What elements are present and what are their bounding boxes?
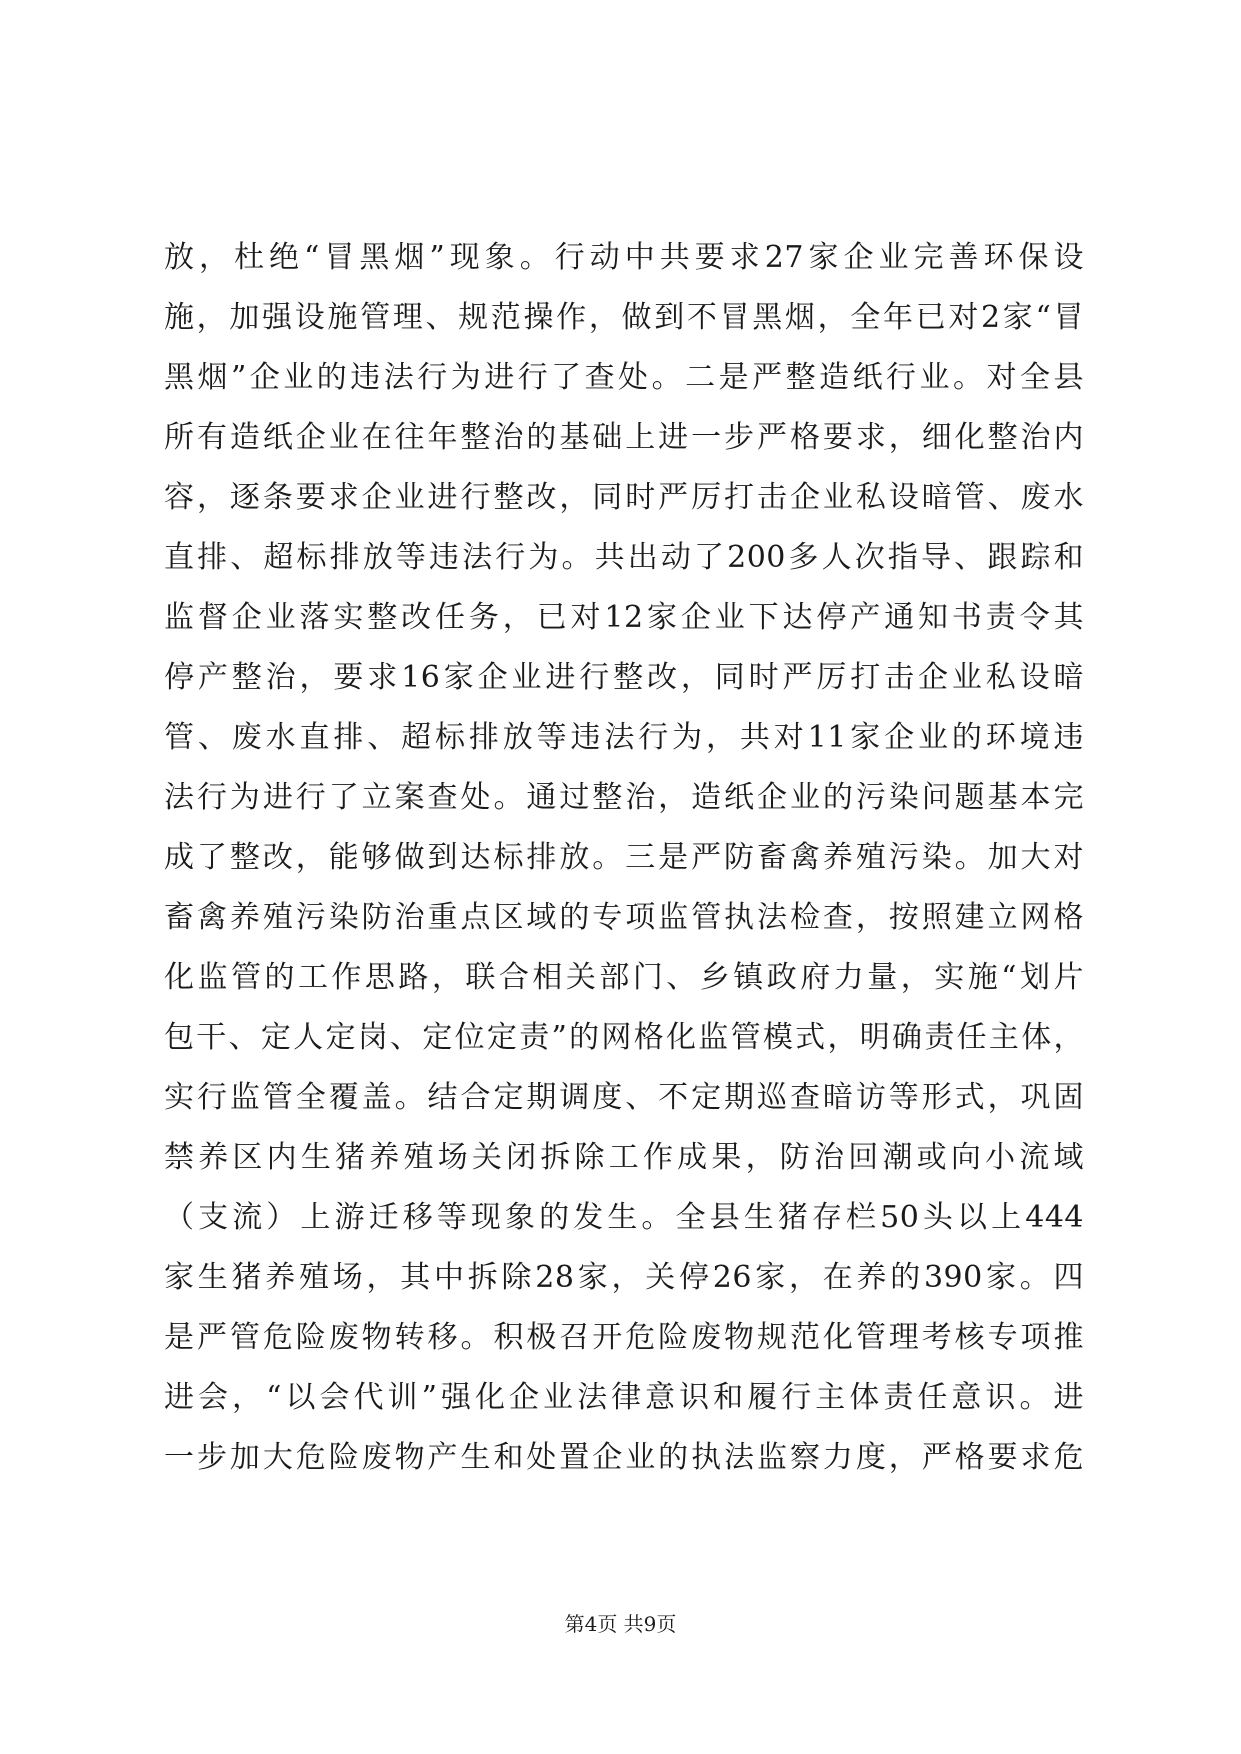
text-line: 直排、超标排放等违法行为。共出动了200多人次指导、跟踪和	[164, 540, 1084, 575]
text-line: 进会，“以会代训”强化企业法律意识和履行主体责任意识。进	[164, 1380, 1084, 1415]
text-line: 禁养区内生猪养殖场关闭拆除工作成果，防治回潮或向小流域	[164, 1140, 1084, 1175]
text-line: 家生猪养殖场，其中拆除28家，关停26家，在养的390家。四	[164, 1260, 1084, 1295]
text-line: 畜禽养殖污染防治重点区域的专项监管执法检查，按照建立网格	[164, 900, 1084, 935]
text-line: 包干、定人定岗、定位定责”的网格化监管模式，明确责任主体，	[164, 1020, 1084, 1055]
text-line: 监督企业落实整改任务，已对12家企业下达停产通知书责令其	[164, 600, 1084, 635]
text-line: 法行为进行了立案查处。通过整治，造纸企业的污染问题基本完	[164, 780, 1084, 815]
text-line: 容，逐条要求企业进行整改，同时严厉打击企业私设暗管、废水	[164, 480, 1084, 515]
text-line: 化监管的工作思路，联合相关部门、乡镇政府力量，实施“划片	[164, 960, 1084, 995]
text-line: 停产整治，要求16家企业进行整改，同时严厉打击企业私设暗	[164, 660, 1084, 695]
page-footer	[0, 1610, 1241, 1638]
text-line: 所有造纸企业在往年整治的基础上进一步严格要求，细化整治内	[164, 420, 1084, 455]
page-number-label: 第4页 共9页	[564, 1612, 677, 1636]
body-text	[164, 228, 1084, 1488]
text-line: 实行监管全覆盖。结合定期调度、不定期巡查暗访等形式，巩固	[164, 1080, 1084, 1115]
text-line: 黑烟”企业的违法行为进行了查处。二是严整造纸行业。对全县	[164, 360, 1084, 395]
text-line: 一步加大危险废物产生和处置企业的执法监察力度，严格要求危	[164, 1440, 1084, 1475]
text-line: （支流）上游迁移等现象的发生。全县生猪存栏50头以上444	[164, 1200, 1084, 1235]
text-line: 放，杜绝“冒黑烟”现象。行动中共要求27家企业完善环保设	[164, 240, 1084, 275]
text-line: 施，加强设施管理、规范操作，做到不冒黑烟，全年已对2家“冒	[164, 300, 1084, 335]
text-line: 管、废水直排、超标排放等违法行为，共对11家企业的环境违	[164, 720, 1084, 755]
text-line: 是严管危险废物转移。积极召开危险废物规范化管理考核专项推	[164, 1320, 1084, 1355]
text-line: 成了整改，能够做到达标排放。三是严防畜禽养殖污染。加大对	[164, 840, 1084, 875]
